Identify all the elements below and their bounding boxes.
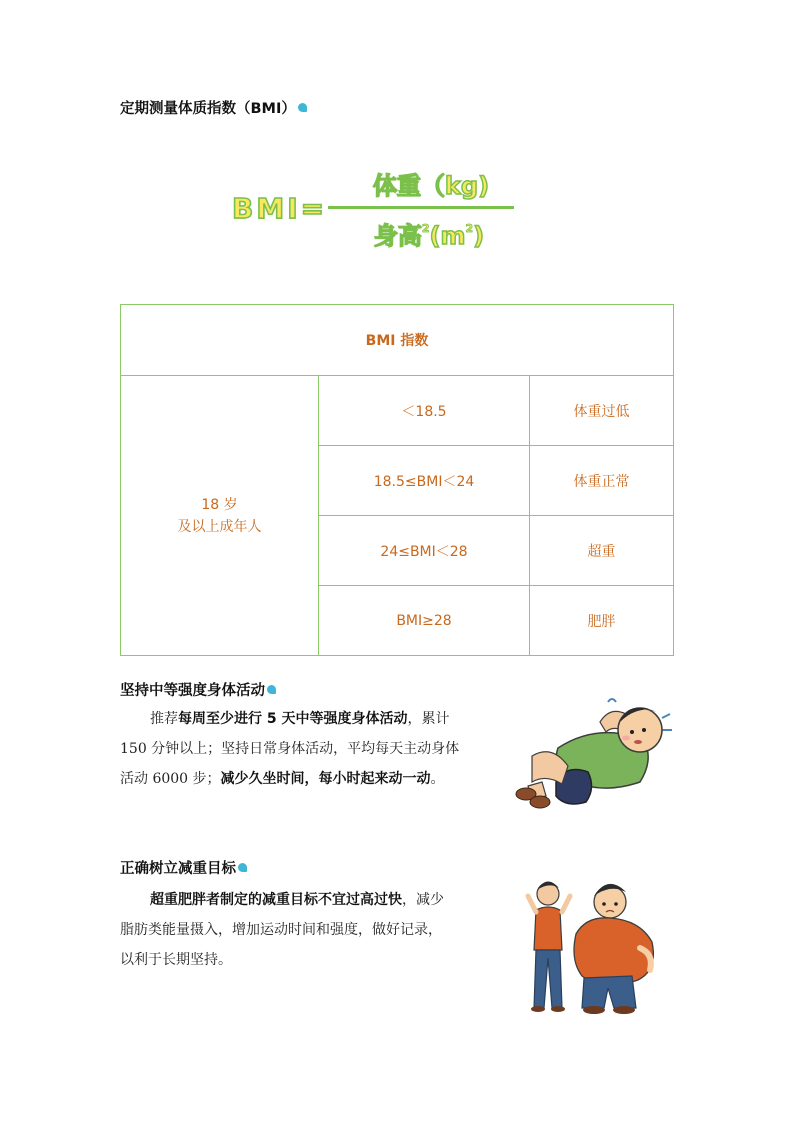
bookmark-tag-icon [238,863,247,872]
paragraph-line [120,885,500,915]
denominator-close: ) [473,222,485,250]
section-heading-bmi [120,97,307,118]
bookmark-tag-icon [267,685,276,694]
bmi-range-cell: 18.5≤BMI＜24 [319,446,530,516]
paragraph-line [120,764,500,794]
text-run: ，累计 [407,711,450,727]
bmi-range-cell: BMI≥28 [319,586,530,656]
table-header: BMI 指数 [121,305,674,376]
goal-paragraph [120,885,500,975]
section-title: 定期测量体质指数（BMI） [120,101,296,117]
text-run: 活动 6000 步； [120,771,221,787]
thin-and-heavy-men-illustration [518,876,668,1016]
bmi-category-cell: 体重过低 [530,376,674,446]
activity-paragraph [120,704,500,794]
section-title: 正确树立减重目标 [120,861,236,877]
situp-man-illustration [512,690,692,816]
text-run: 。 [430,771,445,787]
denominator-unit-exponent: 2 [465,222,474,235]
bookmark-tag-icon [298,103,307,112]
bmi-category-cell: 体重正常 [530,446,674,516]
denominator-exponent: 2 [421,222,430,235]
formula-lhs: BMI= [232,192,328,225]
age-group-cell [121,376,319,656]
bmi-range-cell: 24≤BMI＜28 [319,516,530,586]
denominator-unit: (m [429,222,466,250]
fraction-bar [328,206,514,209]
text-run: ，减少 [402,892,444,908]
table-header-row [121,305,674,376]
bmi-formula [232,160,532,260]
paragraph-line: 150 分钟以上；坚持日常身体活动，平均每天主动身体 [120,741,460,757]
text-run: 推荐 [150,711,178,727]
bold-text-run: 减少久坐时间，每小时起来动一动 [220,771,431,787]
table-row [121,376,674,446]
bold-text-run: 超重肥胖者制定的减重目标不宜过高过快 [150,892,402,908]
bmi-category-cell: 超重 [530,516,674,586]
paragraph-line: 脂肪类能量摄入，增加运动时间和强度，做好记录， [120,922,442,938]
bmi-category-cell: 肥胖 [530,586,674,656]
section-title: 坚持中等强度身体活动 [120,683,265,699]
bold-text-run: 每周至少进行 5 天中等强度身体活动 [178,711,408,727]
section-heading-goal [120,857,247,878]
paragraph-line [120,704,500,734]
bmi-table [120,304,674,656]
formula-denominator [344,216,514,251]
denominator-height: 身高 [373,222,422,250]
formula-numerator: 体重（kg) [372,172,490,200]
age-group-line1: 18 岁 [201,496,238,513]
age-group-line2: 及以上成年人 [177,518,262,535]
paragraph-line: 以利于长期坚持。 [120,952,232,968]
section-heading-activity [120,679,276,700]
bmi-range-cell: ＜18.5 [319,376,530,446]
